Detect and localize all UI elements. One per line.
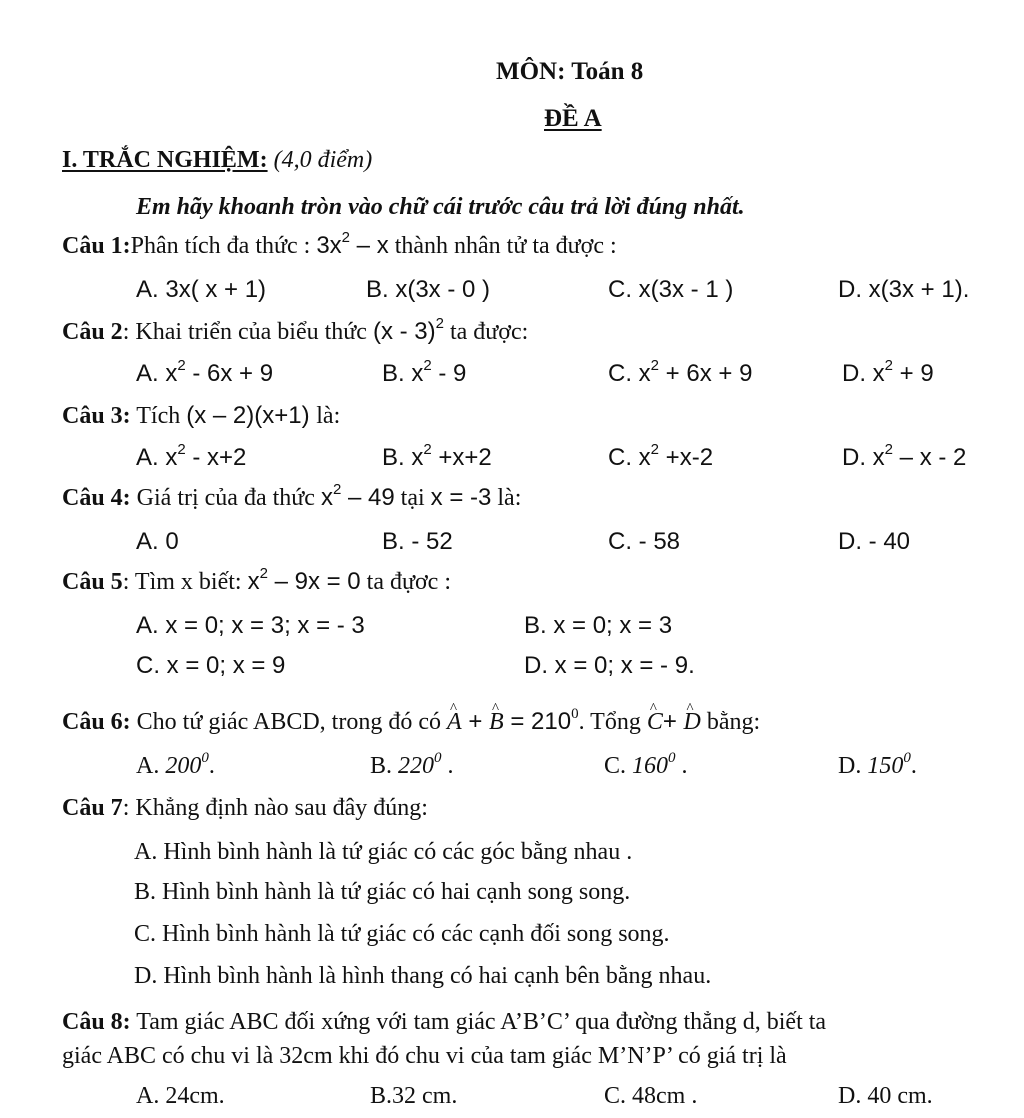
opt-exp: 2 bbox=[423, 441, 432, 458]
instruction: Em hãy khoanh tròn vào chữ cái trước câu trả lời đúng nhất. bbox=[136, 194, 745, 220]
opt-pre: B. bbox=[370, 753, 399, 779]
opt-exp: 2 bbox=[884, 357, 894, 374]
question-text: Phân tích đa thức : bbox=[130, 233, 317, 259]
q4-option-c[interactable]: C. - 58 bbox=[608, 528, 681, 555]
opt-rest: + 6x + 9 bbox=[659, 360, 753, 387]
opt-pre: D. bbox=[838, 753, 868, 779]
opt-base: x bbox=[872, 360, 885, 387]
opt-pre: B. bbox=[382, 444, 412, 471]
opt-pre: A. bbox=[136, 360, 166, 387]
subject-title: MÔN: Toán 8 bbox=[496, 58, 644, 85]
opt-base: x bbox=[872, 444, 885, 471]
question-text: ta đựơc : bbox=[360, 569, 451, 595]
q4-option-a[interactable]: A. 0 bbox=[136, 528, 179, 555]
question-2 bbox=[62, 315, 529, 346]
expr-rest: – 9x = 0 bbox=[267, 568, 361, 595]
opt-pre: B. bbox=[382, 360, 412, 387]
q7-option-b[interactable]: B. Hình bình hành là tứ giác có hai cạnh song song. bbox=[134, 879, 631, 905]
question-1 bbox=[62, 229, 617, 260]
expr-base: (x - 3) bbox=[372, 318, 436, 345]
question-text: là: bbox=[491, 485, 522, 511]
opt-post: . bbox=[441, 753, 454, 779]
opt-pre: C. bbox=[608, 360, 639, 387]
question-label: Câu 2 bbox=[62, 319, 123, 345]
q6-option-b[interactable] bbox=[370, 752, 454, 780]
expr-exp: 2 bbox=[435, 315, 444, 332]
question-label: Câu 8: bbox=[62, 1009, 131, 1035]
question-label: Câu 4: bbox=[62, 485, 131, 511]
opt-rest: +x-2 bbox=[659, 444, 714, 471]
expr-base: x bbox=[247, 568, 260, 595]
question-text: Tích bbox=[130, 403, 187, 429]
question-text: Cho tứ giác ABCD, trong đó có bbox=[130, 709, 447, 735]
opt-post: . bbox=[910, 753, 917, 779]
q3-option-d[interactable] bbox=[842, 441, 967, 472]
q2-option-a[interactable] bbox=[136, 357, 274, 388]
q5-option-c[interactable]: C. x = 0; x = 9 bbox=[136, 652, 286, 679]
expression bbox=[320, 481, 395, 511]
expression bbox=[247, 565, 361, 595]
opt-base: x bbox=[411, 444, 424, 471]
opt-post: . bbox=[208, 753, 215, 779]
question-text: Giá trị của đa thức bbox=[130, 485, 321, 511]
question-text: thành nhân tử ta được : bbox=[388, 233, 617, 259]
expr-exp: 2 bbox=[341, 229, 351, 246]
degree-mark: 0 bbox=[668, 750, 676, 766]
question-text: là: bbox=[316, 403, 341, 429]
question-text: . Tổng bbox=[578, 709, 647, 735]
opt-pre: A. bbox=[136, 753, 166, 779]
degree-mark: 0 bbox=[201, 750, 209, 766]
q5-option-d[interactable]: D. x = 0; x = - 9. bbox=[524, 652, 695, 679]
q6-option-c[interactable] bbox=[604, 752, 688, 780]
question-5 bbox=[62, 565, 451, 596]
opt-rest: – x - 2 bbox=[893, 444, 967, 471]
q2-option-d[interactable] bbox=[842, 357, 934, 388]
q4-option-d[interactable]: D. - 40 bbox=[838, 528, 911, 555]
question-text: tại bbox=[394, 485, 431, 511]
q5-option-a[interactable]: A. x = 0; x = 3; x = - 3 bbox=[136, 612, 365, 639]
opt-base: x bbox=[638, 360, 651, 387]
question-label: Câu 3: bbox=[62, 403, 131, 429]
q5-option-b[interactable]: B. x = 0; x = 3 bbox=[524, 612, 673, 639]
q8-option-b[interactable]: B.32 cm. bbox=[370, 1083, 458, 1109]
question-4 bbox=[62, 481, 522, 512]
q1-option-d[interactable]: D. x(3x + 1). bbox=[838, 276, 970, 303]
expr-rest: – 49 bbox=[341, 484, 395, 511]
opt-rest: - 6x + 9 bbox=[185, 360, 274, 387]
angle-d: ^ D bbox=[684, 708, 701, 736]
opt-base: x bbox=[638, 444, 651, 471]
opt-exp: 2 bbox=[177, 357, 186, 374]
q3-option-c[interactable] bbox=[608, 441, 714, 472]
opt-pre: D. bbox=[842, 444, 873, 471]
q1-option-c[interactable]: C. x(3x - 1 ) bbox=[608, 276, 734, 303]
question-text: : Khai triển của biểu thức bbox=[122, 319, 373, 345]
question-text: : Khẳng định nào sau đây đúng: bbox=[122, 795, 428, 821]
opt-pre: D. bbox=[842, 360, 873, 387]
opt-rest: - x+2 bbox=[185, 444, 247, 471]
opt-exp: 2 bbox=[650, 357, 660, 374]
question-text: bằng: bbox=[700, 709, 761, 735]
question-text: ta được: bbox=[443, 319, 529, 345]
degree-mark: 0 bbox=[903, 750, 911, 766]
exam-code: ĐỀ A bbox=[544, 105, 602, 132]
expression bbox=[372, 315, 444, 345]
expression: (x – 2)(x+1) bbox=[186, 402, 317, 429]
opt-exp: 2 bbox=[177, 441, 186, 458]
angle-c: ^ C bbox=[647, 708, 663, 736]
question-label: Câu 5 bbox=[62, 569, 123, 595]
opt-rest: - 9 bbox=[431, 360, 467, 387]
q6-option-a[interactable] bbox=[136, 752, 215, 780]
question-8 bbox=[62, 1008, 1024, 1036]
expr-exp: 2 bbox=[332, 481, 342, 498]
opt-exp: 2 bbox=[884, 441, 894, 458]
q3-option-b[interactable] bbox=[382, 441, 492, 472]
q1-option-b[interactable]: B. x(3x - 0 ) bbox=[366, 276, 491, 303]
question-label: Câu 7 bbox=[62, 795, 123, 821]
opt-exp: 2 bbox=[650, 441, 660, 458]
expression: x = -3 bbox=[430, 484, 492, 511]
q8-option-a[interactable]: A. 24cm. bbox=[136, 1083, 225, 1109]
expr-rest: – x bbox=[350, 232, 389, 259]
opt-pre: C. bbox=[608, 444, 639, 471]
question-text: : Tìm x biết: bbox=[122, 569, 248, 595]
degree-mark: 0 bbox=[434, 750, 442, 766]
opt-base: x bbox=[411, 360, 424, 387]
q2-option-c[interactable] bbox=[608, 357, 753, 388]
opt-rest: + 9 bbox=[893, 360, 934, 387]
q8-option-c[interactable]: C. 48cm . bbox=[604, 1083, 698, 1109]
q8-option-d[interactable]: D. 40 cm. bbox=[838, 1083, 933, 1109]
question-3 bbox=[62, 402, 340, 430]
question-6 bbox=[62, 708, 760, 736]
section-title: I. TRẮC NGHIỆM: bbox=[62, 147, 268, 173]
section-points: (4,0 điểm) bbox=[273, 147, 373, 173]
expr-base: 3x bbox=[316, 232, 342, 259]
question-label: Câu 6: bbox=[62, 709, 131, 735]
opt-exp: 2 bbox=[423, 357, 432, 374]
expr-exp: 2 bbox=[259, 565, 268, 582]
section-heading bbox=[62, 146, 372, 174]
opt-base: x bbox=[165, 444, 178, 471]
question-label: Câu 1: bbox=[62, 233, 131, 259]
opt-post: . bbox=[675, 753, 688, 779]
opt-pre: A. bbox=[136, 444, 166, 471]
opt-pre: C. bbox=[604, 753, 633, 779]
question-7 bbox=[62, 794, 428, 822]
q6-option-d[interactable] bbox=[838, 752, 917, 780]
opt-val: 220 bbox=[398, 753, 435, 779]
opt-val: 150 bbox=[867, 753, 904, 779]
opt-rest: +x+2 bbox=[431, 444, 492, 471]
expr-base: x bbox=[320, 484, 333, 511]
q7-option-c[interactable]: C. Hình bình hành là tứ giác có các cạnh đối song song. bbox=[134, 921, 670, 947]
plus-sign: + bbox=[662, 708, 684, 735]
q3-option-a[interactable] bbox=[136, 441, 247, 472]
question-8-line2: giác ABC có chu vi là 32cm khi đó chu vi của tam giác M’N’P’ có giá trị là bbox=[62, 1043, 787, 1069]
opt-base: x bbox=[165, 360, 178, 387]
q2-option-b[interactable] bbox=[382, 357, 467, 388]
plus-sign: + bbox=[461, 708, 490, 735]
question-text: Tam giác ABC đối xứng với tam giác A’B’C’ qua đường thẳng d, biết ta bbox=[130, 1009, 827, 1035]
degree-mark: 0 bbox=[571, 706, 579, 722]
equals-value: = 210 bbox=[503, 708, 572, 735]
angle-b: ^ B bbox=[489, 708, 504, 736]
q7-option-d[interactable]: D. Hình bình hành là hình thang có hai cạnh bên bằng nhau. bbox=[134, 963, 712, 989]
opt-val: 160 bbox=[632, 753, 669, 779]
q1-option-a[interactable]: A. 3x( x + 1) bbox=[136, 276, 267, 303]
q4-option-b[interactable]: B. - 52 bbox=[382, 528, 453, 555]
opt-val: 200 bbox=[165, 753, 202, 779]
angle-a: ^ A bbox=[447, 708, 462, 736]
q7-option-a[interactable]: A. Hình bình hành là tứ giác có các góc bằng nhau . bbox=[134, 839, 633, 865]
expression bbox=[316, 229, 389, 259]
